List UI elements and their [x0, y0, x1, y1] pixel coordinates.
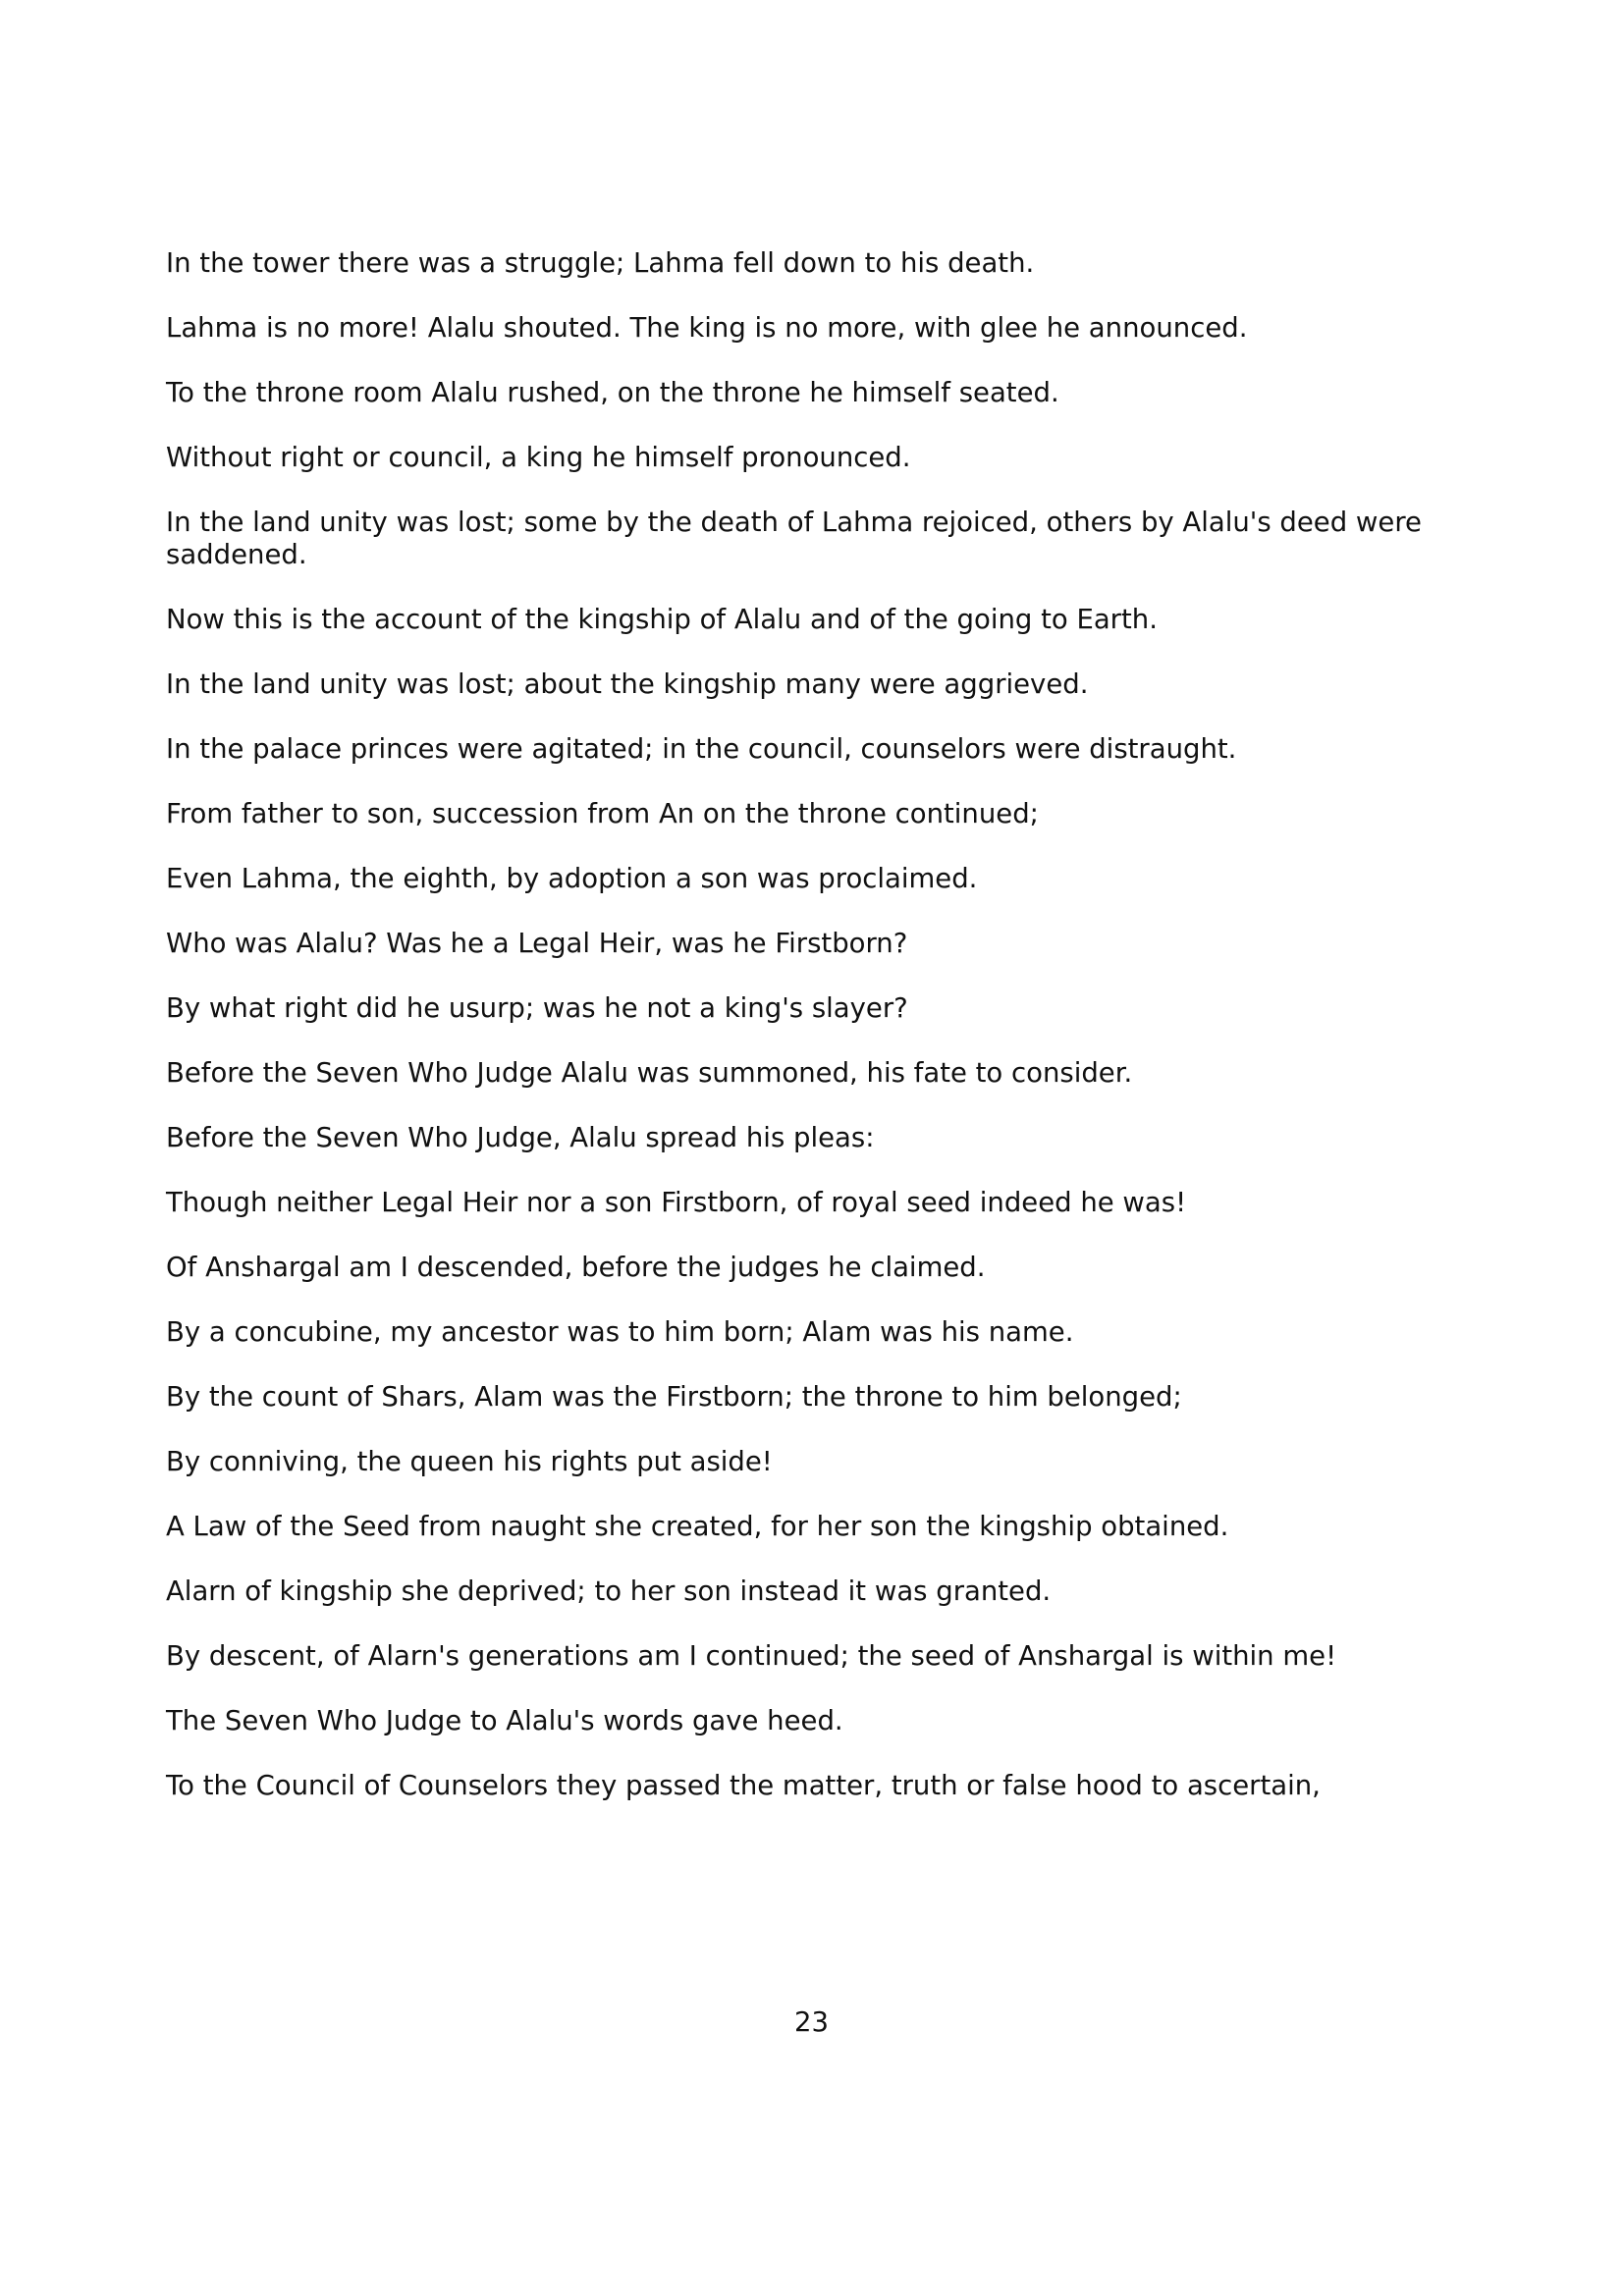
paragraph: From father to son, succession from An on the throne continued; — [166, 798, 1039, 829]
paragraph: In the tower there was a struggle; Lahma fell down to his death. — [166, 247, 1035, 279]
paragraph: The Seven Who Judge to Alalu's words gave heed. — [166, 1705, 843, 1736]
paragraph: Without right or council, a king he himself pronounced. — [166, 442, 911, 473]
paragraph: By conniving, the queen his rights put aside! — [166, 1446, 773, 1477]
paragraph: By what right did he usurp; was he not a king's slayer? — [166, 992, 908, 1024]
paragraph: By a concubine, my ancestor was to him born; Alam was his name. — [166, 1316, 1074, 1348]
paragraph: In the land unity was lost; about the kingship many were aggrieved. — [166, 668, 1089, 700]
paragraph: Even Lahma, the eighth, by adoption a son was proclaimed. — [166, 863, 978, 894]
paragraph: Though neither Legal Heir nor a son Firstborn, of royal seed indeed he was! — [166, 1187, 1187, 1218]
paragraph: In the land unity was lost; some by the death of Lahma rejoiced, others by Alalu's deed were saddened. — [166, 507, 1422, 570]
paragraph: Lahma is no more! Alalu shouted. The king is no more, with glee he announced. — [166, 312, 1248, 344]
paragraph: A Law of the Seed from naught she created, for her son the kingship obtained. — [166, 1511, 1229, 1542]
paragraph: To the throne room Alalu rushed, on the throne he himself seated. — [166, 377, 1059, 408]
page-number: 23 — [794, 2006, 829, 2038]
paragraph: Alarn of kingship she deprived; to her son instead it was granted. — [166, 1575, 1052, 1607]
paragraph: To the Council of Counselors they passed the matter, truth or false hood to ascertain, — [166, 1770, 1321, 1801]
paragraph: Of Anshargal am I descended, before the judges he claimed. — [166, 1252, 986, 1283]
paragraph: Before the Seven Who Judge Alalu was summoned, his fate to consider. — [166, 1057, 1133, 1089]
paragraph: Before the Seven Who Judge, Alalu spread his pleas: — [166, 1122, 875, 1153]
page-body — [166, 247, 1462, 1835]
paragraph: By descent, of Alarn's generations am I continued; the seed of Anshargal is within me! — [166, 1640, 1337, 1672]
paragraph: Now this is the account of the kingship of Alalu and of the going to Earth. — [166, 604, 1158, 635]
paragraph: In the palace princes were agitated; in the council, counselors were distraught. — [166, 733, 1237, 765]
paragraph: Who was Alalu? Was he a Legal Heir, was he Firstborn? — [166, 928, 908, 959]
paragraph: By the count of Shars, Alam was the Firstborn; the throne to him belonged; — [166, 1381, 1182, 1413]
